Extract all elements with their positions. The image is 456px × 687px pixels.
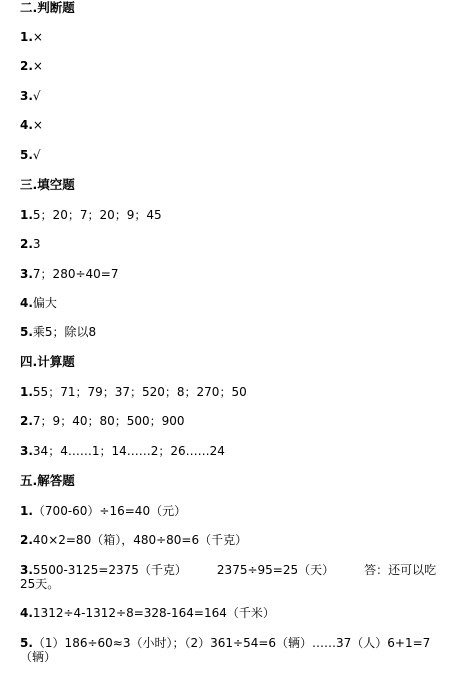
item-answer: 5500-3125=2375（千克） 2375÷95=25（天） 答：还可以吃25天。	[20, 563, 437, 591]
calc-item-1	[20, 385, 247, 399]
item-answer: （1）186÷60≈3（小时）；（2）361÷54=6（辆）……37（人）6+1=7（辆）	[20, 636, 431, 664]
item-answer: ×	[32, 59, 43, 73]
item-number: 1.	[20, 30, 33, 44]
fill-item-1	[20, 208, 162, 222]
item-number: 2.	[20, 414, 33, 428]
item-answer: √	[32, 89, 41, 103]
item-number: 4.	[20, 296, 33, 310]
item-number: 3.	[20, 267, 33, 281]
fill-item-5	[20, 325, 96, 339]
item-number: 3.	[20, 89, 33, 103]
judgment-item-3	[20, 89, 41, 103]
item-answer: 乘5；除以8	[32, 325, 97, 339]
item-answer: 40×2=80（箱），480÷80=6（千克）	[32, 533, 248, 547]
fill-item-3	[20, 267, 118, 281]
fill-item-4	[20, 296, 57, 310]
item-answer: 55；71；79；37；520；8；270；50	[32, 385, 247, 399]
item-number: 5.	[20, 325, 33, 339]
problem-item-4	[20, 606, 275, 620]
section-heading-fill-blank: 三.填空题	[20, 177, 75, 192]
item-answer: 偏大	[32, 296, 57, 310]
problem-item-3	[20, 563, 440, 591]
item-answer: 7；280÷40=7	[32, 267, 119, 281]
problem-item-1	[20, 504, 186, 518]
item-number: 1.	[20, 385, 33, 399]
calc-item-2	[20, 414, 185, 428]
item-number: 5.	[20, 148, 33, 162]
item-answer: √	[32, 148, 41, 162]
fill-item-2	[20, 237, 41, 251]
item-number: 3.	[20, 444, 33, 458]
section-heading-word-problems: 五.解答题	[20, 473, 75, 488]
item-number: 1.	[20, 208, 33, 222]
problem-item-5	[20, 636, 440, 664]
item-answer: 5；20；7；20；9；45	[32, 208, 162, 222]
item-number: 3.	[20, 563, 33, 577]
item-answer: 7；9；40；80；500；900	[32, 414, 185, 428]
item-number: 2.	[20, 59, 33, 73]
judgment-item-2	[20, 59, 43, 73]
item-number: 4.	[20, 118, 33, 132]
item-number: 5.	[20, 636, 33, 650]
judgment-item-1	[20, 30, 43, 44]
item-answer: 1312÷4-1312÷8=328-164=164（千米）	[32, 606, 275, 620]
item-number: 2.	[20, 533, 33, 547]
judgment-item-4	[20, 118, 43, 132]
item-number: 2.	[20, 237, 33, 251]
item-number: 1.	[20, 504, 33, 518]
problem-item-2	[20, 533, 247, 547]
item-answer: ×	[32, 30, 43, 44]
item-answer: 34；4……1；14……2；26……24	[32, 444, 225, 458]
item-number: 4.	[20, 606, 33, 620]
section-heading-calculation: 四.计算题	[20, 354, 75, 369]
section-heading-judgment: 二.判断题	[20, 0, 75, 15]
judgment-item-5	[20, 148, 41, 162]
item-answer: （700-60）÷16=40（元）	[32, 504, 187, 518]
item-answer: 3	[32, 237, 41, 251]
calc-item-3	[20, 444, 225, 458]
item-answer: ×	[32, 118, 43, 132]
